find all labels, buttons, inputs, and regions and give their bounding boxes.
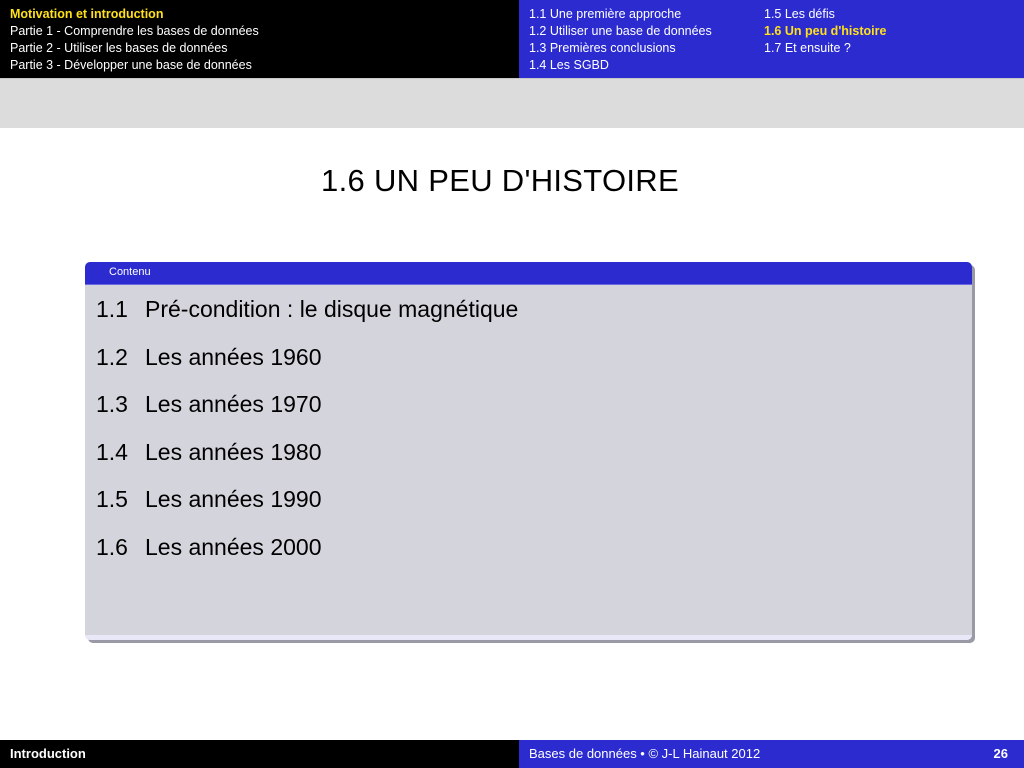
nav-section-partie-2[interactable]: Partie 2 - Utiliser les bases de données [10, 41, 228, 55]
nav-subsection-1-1[interactable]: 1.1 Une première approche [529, 7, 682, 21]
nav-subsection-1-4[interactable]: 1.4 Les SGBD [529, 58, 609, 72]
nav-section-partie-3[interactable]: Partie 3 - Développer une base de données [10, 58, 252, 72]
toc-item-number: 1.4 [96, 438, 128, 465]
footer-info [519, 740, 1024, 768]
footer-course-credit: Bases de données • © J-L Hainaut 2012 [529, 746, 761, 761]
toc-list [85, 285, 972, 578]
toc-item-label: Pré-condition : le disque magnétique [145, 296, 519, 322]
block-footer-strip [85, 635, 972, 640]
toc-item-label: Les années 1980 [145, 438, 322, 465]
toc-item-label: Les années 1960 [145, 343, 322, 370]
toc-item[interactable] [96, 341, 972, 389]
subsection-column-1 [529, 6, 712, 74]
toc-item[interactable] [96, 388, 972, 436]
toc-item[interactable] [96, 531, 972, 579]
toc-item[interactable] [96, 293, 972, 341]
nav-section-motivation[interactable]: Motivation et introduction [10, 7, 164, 21]
footer-section-label[interactable]: Introduction [0, 740, 519, 768]
contents-block [85, 262, 972, 640]
block-header: Contenu [85, 262, 972, 285]
footer [0, 740, 1024, 768]
toc-item[interactable] [96, 436, 972, 484]
nav-subsection-1-7[interactable]: 1.7 Et ensuite ? [764, 41, 851, 55]
toc-item-number: 1.2 [96, 343, 128, 370]
nav-section-partie-1[interactable]: Partie 1 - Comprendre les bases de données [10, 24, 259, 38]
subsection-column-2 [764, 6, 886, 57]
toc-item-label: Les années 1990 [145, 486, 322, 512]
header-gray-band [0, 78, 1024, 128]
nav-subsection-1-3[interactable]: 1.3 Premières conclusions [529, 41, 676, 55]
toc-item-label: Les années 2000 [145, 533, 322, 560]
section-nav [0, 0, 519, 78]
top-navigation [0, 0, 1024, 78]
nav-subsection-1-2[interactable]: 1.2 Utiliser une base de données [529, 24, 712, 38]
toc-item-number: 1.1 [96, 296, 128, 322]
subsection-nav [519, 0, 1024, 78]
page-number: 26 [993, 746, 1008, 761]
toc-item-number: 1.6 [96, 533, 128, 560]
slide-title: 1.6 UN PEU D'HISTOIRE [321, 163, 679, 198]
toc-item[interactable] [96, 483, 972, 531]
toc-item-number: 1.3 [96, 391, 128, 417]
toc-item-label: Les années 1970 [145, 391, 322, 417]
nav-subsection-1-6[interactable]: 1.6 Un peu d'histoire [764, 24, 887, 38]
nav-subsection-1-5[interactable]: 1.5 Les défis [764, 7, 835, 21]
toc-item-number: 1.5 [96, 486, 128, 512]
